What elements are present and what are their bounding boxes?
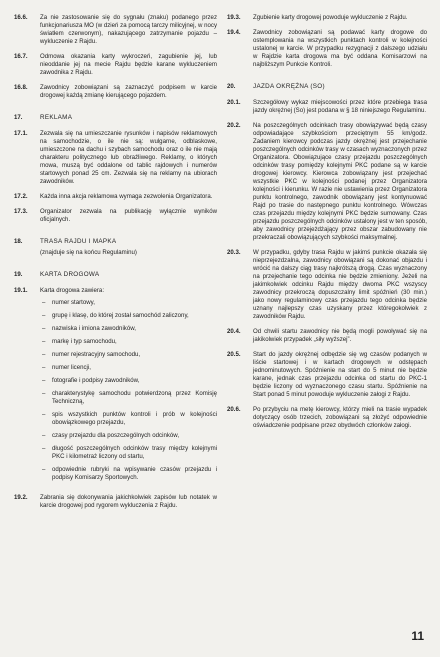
entry-number: 16.6. [14, 14, 28, 21]
entry-number: 20.3. [227, 249, 241, 256]
list-item: – czasy przejazdu dla poszczególnych odcinków, [40, 432, 217, 440]
entry-number: 20.1. [227, 99, 241, 106]
section-subtitle: (znajduje się na końcu Regulaminu) [40, 249, 137, 256]
section-title: JAZDA OKRĘŻNA (SO) [253, 83, 325, 90]
entry-text: Start do jazdy okrężnej odbędzie się wg czasów podanych w liście startowej i w kartach drogowych w odstępach jednominutowych. Spóźnienie na start do 5 minut nie będzie karane, jednak czas przejazdu odcinka od startu do PKC-1 będzie liczony od wyznaczonego czasu startu. Spóźnienie na Start ponad 5 minut powoduje wykluczenie załogi z Rajdu. [253, 351, 427, 398]
entry-20-2 [227, 122, 427, 242]
entry-number: 17.2. [14, 193, 28, 200]
entry-text: Na poszczególnych odcinkach trasy obowiązywać będą czasy odpowiadające szybkościom przeciętnym 55 km/godz. Zadaniem kierowcy podczas jazdy okrężnej jest przejechanie poszczególnych odcinków trasy w czasach wyznaczonych przez Organizatora. Obowiązujące czasy przejazdu poszczególnych odcinków trasy pomiędzy kolejnymi PKC podane są w karcie drogowej kierowcy. Kierowca zobowiązany jest przejechać wszystkie PKC w kolejności podanej przez Organizatora kolejności i kierunku. W razie nie ustawienia przez Organizatora punktu kontrolnego, zawodnik obowiązany jest kontynuować Rajd po trasie do następnego punktu kontrolnego. Wówczas czas przejazdu między kolejnymi PKC będzie sumowany. Czas przejazdu poszczególnych odcinków ustalony jest w ten sposób, aby zawodnicy przejeżdżający przez obszar zabudowany nie przekraczali obowiązujących szybkości maksymalnej. [253, 122, 427, 241]
entry-number: 17.3. [14, 208, 28, 215]
entry-number: 19.1. [14, 287, 28, 294]
entry-17-3 [14, 208, 217, 224]
entry-number: 20.5. [227, 351, 241, 358]
entry-text: Od chwili startu zawodnicy nie będą mogli powoływać się na jakikolwiek przypadek „siły wyższej”. [253, 328, 427, 343]
list-item: – spis wszystkich punktów kontroli i prób w kolejności obowiązkowego przejazdu, [40, 411, 217, 427]
list-item: – numer startowy, [40, 299, 217, 307]
entry-number: 19.4. [227, 29, 241, 36]
entry-20-5 [227, 351, 427, 399]
entry-number: 17.1. [14, 130, 28, 137]
entry-19-1 [14, 287, 217, 487]
section-heading-19 [14, 271, 217, 279]
right-column [227, 14, 427, 437]
left-column [14, 14, 217, 517]
section-title: TRASA RAJDU I MAPKA [40, 238, 117, 245]
entry-text: Zawodnicy zobowiązani są zaznaczyć podpisem w karcie drogowej każdą zmianę kierującego pojazdem. [40, 84, 217, 99]
entry-text: Zezwala się na umieszczanie rysunków i napisów reklamowych na samochodzie, o ile nie są: wulgarne, odblaskowe, umieszczone na dachu i szybach samochodu oraz o ile nie mają charakteru politycznego lub obraźliwego. Reklamy, o których mowa, muszą być oddalone od tablic rajdowych i numerów startowych ponad 25 cm. Zezwala się na reklamy na ubiorach zawodników. [40, 130, 217, 185]
entry-17-1 [14, 130, 217, 186]
page-number: 11 [411, 629, 424, 643]
section-heading-20 [227, 83, 427, 91]
card-contents-list [40, 299, 217, 482]
entry-20-6 [227, 406, 427, 430]
entry-number: 16.8. [14, 84, 28, 91]
entry-text: Zabrania się dokonywania jakichkolwiek zapisów lub notatek w karcie drogowej pod rygorem wykluczenia z Rajdu. [40, 494, 217, 509]
section-number: 18. [14, 238, 23, 245]
entry-number: 20.2. [227, 122, 241, 129]
entry-17-2 [14, 193, 217, 201]
entry-text: Po przybyciu na metę kierowcy, którzy mieli na trasie wypadek dotyczący osób trzecich, zobowiązani są złożyć odpowiednie oświadczenie podpisane przez obydwóch członków załogi. [253, 406, 427, 429]
entry-number: 20.6. [227, 406, 241, 413]
list-item: – numer rejestracyjny samochodu, [40, 351, 217, 359]
entry-text: Odmowa okazania karty wykroczeń, zagubienie jej, lub nieoddanie jej na mecie Rajdu będzie karane wykluczeniem zawodnika z Rajdu. [40, 53, 217, 76]
entry-20-4 [227, 328, 427, 344]
list-item: – fotografie i podpisy zawodników, [40, 377, 217, 385]
entry-20-3 [227, 249, 427, 321]
entry-number: 20.4. [227, 328, 241, 335]
entry-19-2 [14, 494, 217, 510]
entry-number: 19.3. [227, 14, 241, 21]
entry-text: Każda inna akcja reklamowa wymaga zezwolenia Organizatora. [40, 193, 213, 200]
entry-intro: Karta drogowa zawiera: [40, 287, 105, 294]
section-number: 17. [14, 114, 23, 121]
section-heading-17 [14, 114, 217, 122]
entry-text: Organizator zezwala na publikację wyłącznie wyników oficjalnych. [40, 208, 217, 223]
entry-19-4 [227, 29, 427, 69]
list-item: – markę i typ samochodu, [40, 338, 217, 346]
list-item: – nazwiska i imiona zawodników, [40, 325, 217, 333]
entry-text: Zgubienie karty drogowej powoduje wykluczenie z Rajdu. [253, 14, 408, 21]
entry-number: 16.7. [14, 53, 28, 60]
list-item: – numer licencji, [40, 364, 217, 372]
entry-19-3 [227, 14, 427, 22]
section-number: 20. [227, 83, 236, 90]
list-item: – charakterystykę samochodu potwierdzoną przez Komisję Techniczną, [40, 390, 217, 406]
entry-16-7 [14, 53, 217, 77]
section-heading-18 [14, 238, 217, 246]
entry-text: W przypadku, gdyby trasa Rajdu w jakimś punkcie okazała się nieprzejezdzalna, zawodnicy obowiązani są dokonać objazdu i wrócić na dalszy ciąg trasy najkrótszą drogą. Czas wyznaczony na przejechanie tego odcinka nie będzie zmieniony. Jeżeli na jakimkolwiek odcinku Rajdu między dwoma PKC wszyscy zawodnicy przekroczą dopuszczalny limit spóźnień (30 min.) jako nowy regulaminowy czas przejazdu tego odcinka będzie uznany najlepszy czas uzyskany przez któregokolwiek z zawodników Rajdu. [253, 249, 427, 320]
entry-16-6 [14, 14, 217, 46]
list-item: – grupę i klasę, do której został samochód zaliczony, [40, 312, 217, 320]
entry-16-8 [14, 84, 217, 100]
entry-number: 19.2. [14, 494, 28, 501]
section-number: 19. [14, 271, 23, 278]
list-item: – odpowiednie rubryki na wpisywanie czasów przejazdu i podpisy Komisarzy Sportowych. [40, 466, 217, 482]
entry-20-1 [227, 99, 427, 115]
section-title: KARTA DROGOWA [40, 271, 100, 278]
entry-text: Szczegółowy wykaz miejscowości przez które przebiega trasa jazdy okrężnej (So) jest podana w § 18 niniejszego Regulaminu. [253, 99, 427, 114]
entry-body [40, 287, 217, 487]
list-item: – długość poszczególnych odcinków trasy między kolejnymi PKC i kilometraż liczony od startu, [40, 445, 217, 461]
section-title: REKLAMA [40, 114, 73, 121]
entry-text: Zawodnicy zobowiązani są podawać karty drogowe do ostemplowania na wszystkich punktach kontroli w kolejności ustalonej w karcie. W przypadku rezygnacji z dalszego udziału w Rajdzie karta drogowa ma być oddana Komisarzowi na najbliższym Punkcie Kontroli. [253, 29, 427, 68]
entry-text: Za nie zastosowanie się do sygnału (znaku) podanego przez funkcjonariusza MO (w dzień za pomocą tarczy milicyjnej, w nocy światłem czerwonym), nakazującego zatrzymanie pojazdu – wykluczenie z Rajdu. [40, 14, 217, 45]
